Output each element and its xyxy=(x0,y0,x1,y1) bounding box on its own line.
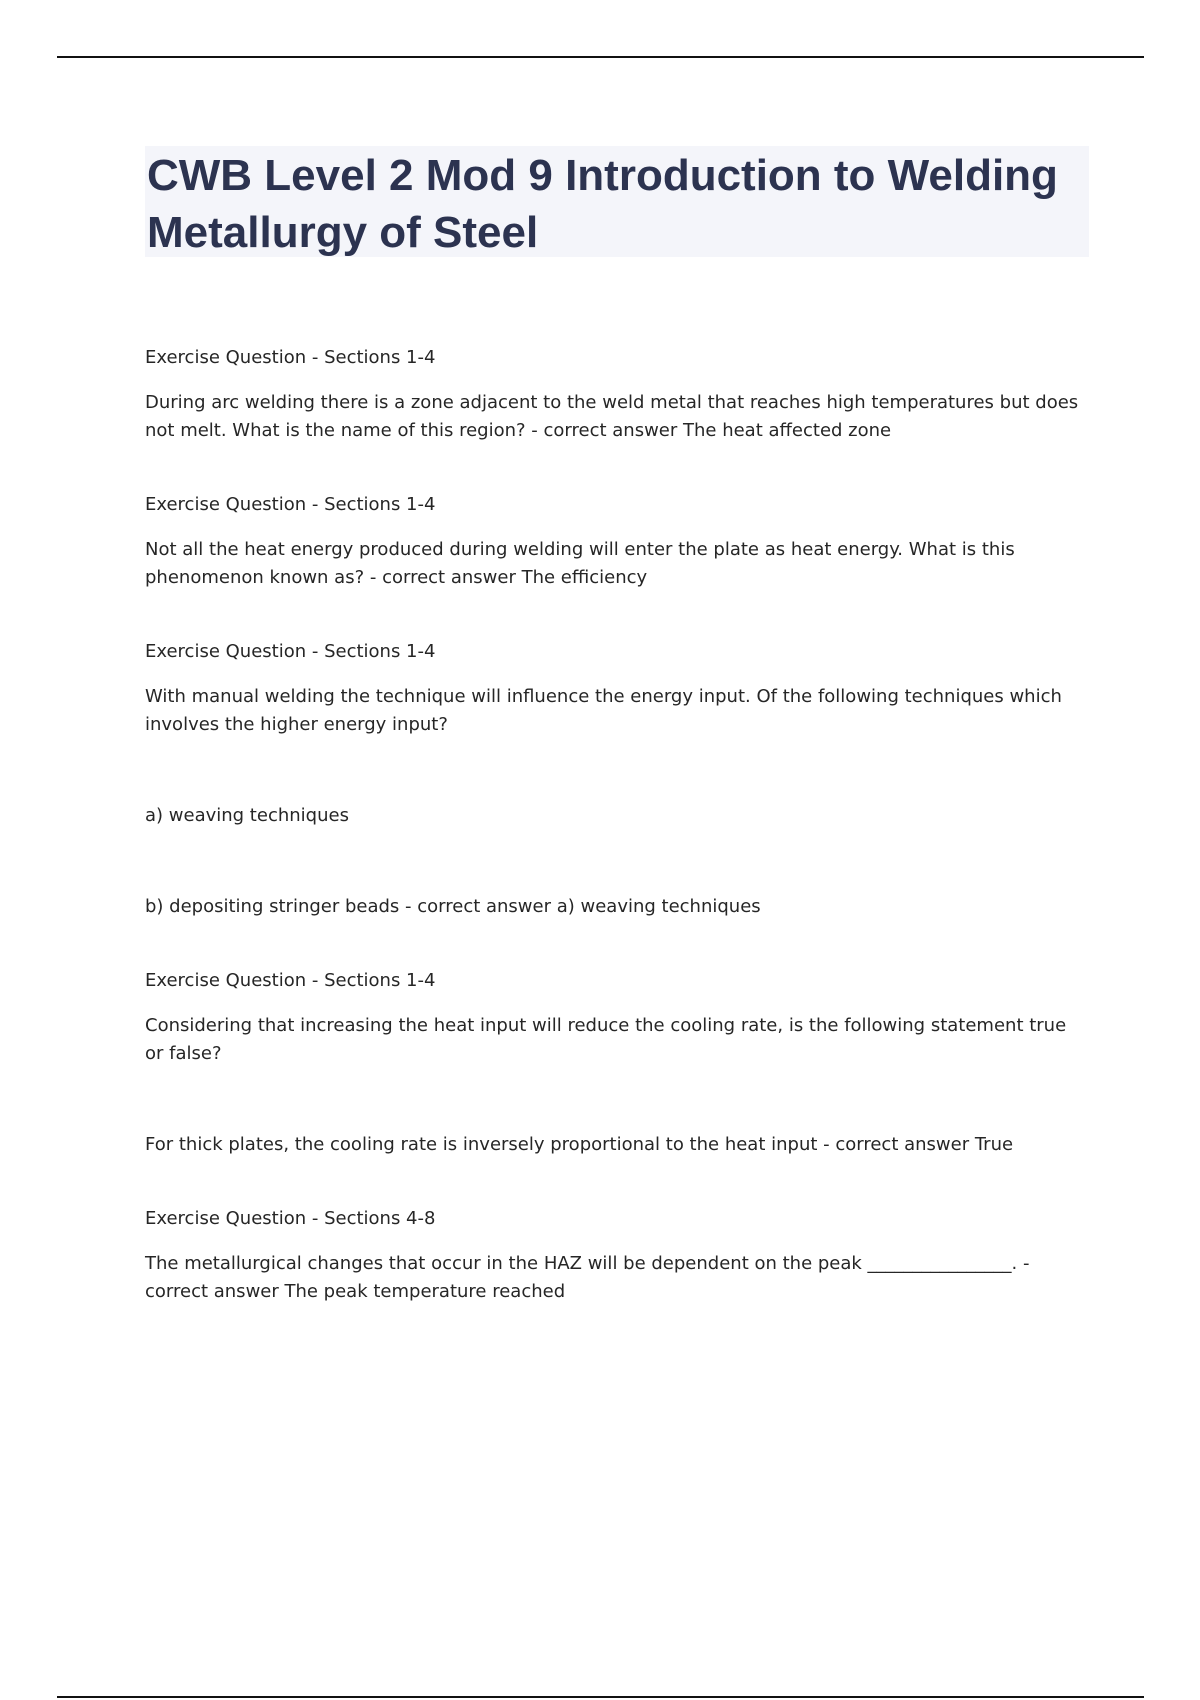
question-block-3 xyxy=(145,639,1090,921)
question-statement: For thick plates, the cooling rate is inversely proportional to the heat input - correct answer True xyxy=(145,1134,1014,1155)
question-text: The metallurgical changes that occur in the HAZ will be dependent on the peak ________________. - correct answer The peak temperature reached xyxy=(145,1253,1030,1302)
document-body xyxy=(145,345,1090,1353)
question-heading: Exercise Question - Sections 1-4 xyxy=(145,970,436,991)
question-block-2 xyxy=(145,492,1090,592)
question-heading: Exercise Question - Sections 4-8 xyxy=(145,1208,436,1229)
question-text: During arc welding there is a zone adjacent to the weld metal that reaches high temperatures but does not melt. What is the name of this region? - correct answer The heat affected zone xyxy=(145,392,1079,441)
question-text: Considering that increasing the heat input will reduce the cooling rate, is the following statement true or false? xyxy=(145,1015,1067,1064)
bottom-rule xyxy=(57,1696,1144,1698)
question-heading: Exercise Question - Sections 1-4 xyxy=(145,347,436,368)
answer-option-a: a) weaving techniques xyxy=(145,805,349,826)
top-rule xyxy=(57,56,1144,58)
answer-option-b: b) depositing stringer beads - correct answer a) weaving techniques xyxy=(145,896,761,917)
title-banner xyxy=(145,146,1089,257)
question-block-4 xyxy=(145,968,1090,1159)
question-heading: Exercise Question - Sections 1-4 xyxy=(145,494,436,515)
question-block-1 xyxy=(145,345,1090,445)
question-text: Not all the heat energy produced during welding will enter the plate as heat energy. What is this phenomenon known as? - correct answer The efficiency xyxy=(145,539,1015,588)
question-text: With manual welding the technique will influence the energy input. Of the following techniques which involves the higher energy input? xyxy=(145,686,1062,735)
question-heading: Exercise Question - Sections 1-4 xyxy=(145,641,436,662)
document-title: CWB Level 2 Mod 9 Introduction to Welding Metallurgy of Steel xyxy=(147,151,1058,257)
question-block-5 xyxy=(145,1206,1090,1306)
